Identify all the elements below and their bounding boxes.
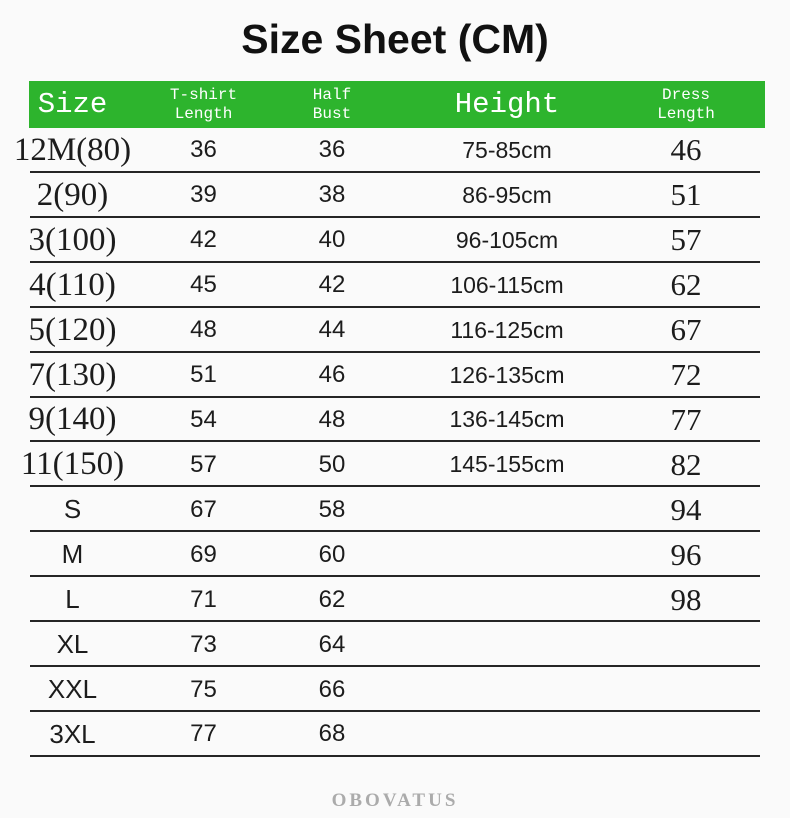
cell-size: 3XL <box>49 718 96 749</box>
table-row <box>0 577 790 622</box>
table-row <box>0 487 790 532</box>
cell-half-bust: 66 <box>318 675 346 703</box>
cell-tshirt-length: 77 <box>190 720 217 748</box>
cell-dress-length <box>612 622 760 667</box>
cell-half-bust: 50 <box>318 450 346 478</box>
table-row <box>0 218 790 263</box>
cell-half-bust: 44 <box>318 316 346 344</box>
cell-half-bust: 42 <box>318 271 346 299</box>
cell-height <box>402 712 612 757</box>
cell-size: 12M(80) <box>13 131 132 168</box>
cell-half-bust: 64 <box>318 630 346 658</box>
cell-tshirt-length: 54 <box>190 405 217 433</box>
cell-height: 145-155cm <box>449 451 565 478</box>
cell-height: 75-85cm <box>462 136 552 163</box>
cell-half-bust: 48 <box>318 405 346 433</box>
cell-height <box>402 532 612 577</box>
column-header-size: Size <box>37 88 108 121</box>
cell-size: 11(150) <box>20 446 125 483</box>
cell-height: 106-115cm <box>450 271 564 298</box>
table-row <box>0 532 790 577</box>
column-header-height: Height <box>454 88 560 121</box>
cell-half-bust: 40 <box>318 226 346 254</box>
table-header-row <box>29 81 765 128</box>
cell-height <box>402 622 612 667</box>
table-row <box>0 353 790 398</box>
cell-size: 9(140) <box>28 401 117 438</box>
cell-height: 116-125cm <box>450 316 564 343</box>
page-title: Size Sheet (CM) <box>241 16 549 62</box>
cell-height <box>402 487 612 532</box>
cell-tshirt-length: 39 <box>190 181 217 209</box>
cell-tshirt-length: 45 <box>190 271 217 299</box>
table-row <box>0 263 790 308</box>
cell-half-bust: 60 <box>318 540 346 568</box>
cell-size: XL <box>56 629 89 660</box>
cell-dress-length: 94 <box>670 491 702 527</box>
cell-half-bust: 68 <box>318 720 346 748</box>
cell-tshirt-length: 42 <box>190 226 217 254</box>
cell-dress-length: 51 <box>670 177 702 213</box>
cell-dress-length: 77 <box>670 401 702 437</box>
column-header-line: Half <box>312 85 352 104</box>
table-row <box>0 308 790 353</box>
cell-height: 96-105cm <box>455 226 559 253</box>
table-row <box>0 173 790 218</box>
cell-half-bust: 58 <box>318 495 346 523</box>
cell-tshirt-length: 67 <box>190 495 217 523</box>
cell-dress-length: 82 <box>670 446 702 482</box>
table-row <box>0 712 790 757</box>
watermark: OBOVATUS <box>331 790 459 811</box>
column-header-half-bust <box>262 81 402 128</box>
cell-dress-length <box>612 667 760 712</box>
cell-height <box>402 667 612 712</box>
column-header-line: Dress <box>661 85 710 104</box>
cell-dress-length <box>612 712 760 757</box>
cell-tshirt-length: 48 <box>190 316 217 344</box>
cell-tshirt-length: 71 <box>190 585 217 613</box>
cell-size: XXL <box>47 674 98 705</box>
cell-dress-length: 46 <box>670 132 702 168</box>
size-table <box>0 128 790 757</box>
cell-size: 7(130) <box>28 356 117 393</box>
cell-dress-length: 98 <box>670 581 702 617</box>
cell-half-bust: 62 <box>318 585 346 613</box>
cell-size: 2(90) <box>36 176 109 213</box>
cell-tshirt-length: 73 <box>190 630 217 658</box>
cell-size: M <box>61 539 84 570</box>
cell-size: L <box>65 584 80 615</box>
cell-tshirt-length: 75 <box>190 675 217 703</box>
table-row <box>0 128 790 173</box>
cell-height: 86-95cm <box>462 181 552 208</box>
cell-dress-length: 72 <box>670 357 702 393</box>
cell-tshirt-length: 36 <box>190 136 217 164</box>
cell-dress-length: 57 <box>670 222 702 258</box>
cell-size: 5(120) <box>28 311 117 348</box>
cell-half-bust: 38 <box>318 181 346 209</box>
table-row <box>0 442 790 487</box>
cell-height: 126-135cm <box>449 361 565 388</box>
cell-tshirt-length: 51 <box>190 361 217 389</box>
cell-height <box>402 577 612 622</box>
cell-tshirt-length: 69 <box>190 540 217 568</box>
cell-size: S <box>63 494 82 525</box>
column-header-line: Length <box>657 104 715 123</box>
cell-dress-length: 67 <box>670 312 702 348</box>
cell-tshirt-length: 57 <box>190 450 217 478</box>
table-row <box>0 398 790 443</box>
cell-dress-length: 62 <box>670 267 702 303</box>
cell-size: 3(100) <box>28 221 117 258</box>
column-header-dress-length <box>612 81 760 128</box>
column-header-line: T-shirt <box>169 85 238 104</box>
cell-half-bust: 36 <box>318 136 346 164</box>
column-header-line: Bust <box>312 104 352 123</box>
column-header-line: Length <box>174 104 233 123</box>
cell-height: 136-145cm <box>449 406 565 433</box>
cell-dress-length: 96 <box>670 536 702 572</box>
cell-size: 4(110) <box>29 266 116 303</box>
table-row <box>0 622 790 667</box>
table-row <box>0 667 790 712</box>
cell-half-bust: 46 <box>318 361 346 389</box>
column-header-tshirt-length <box>145 81 262 128</box>
